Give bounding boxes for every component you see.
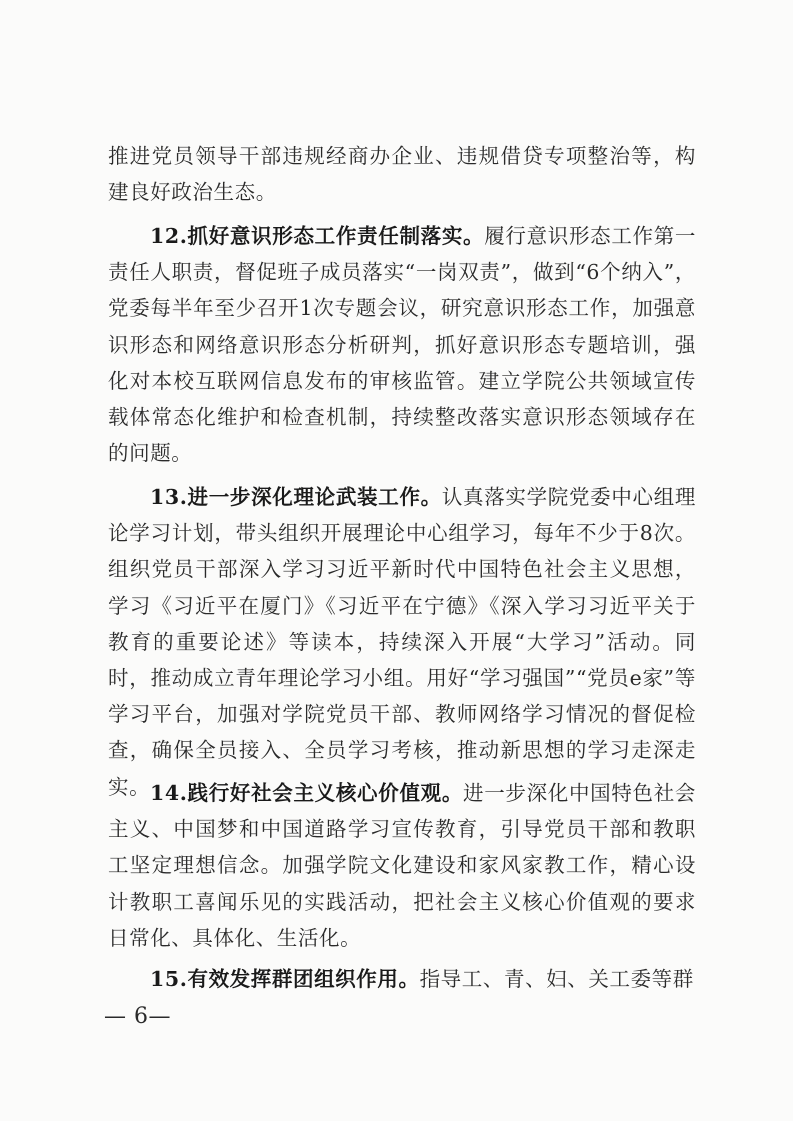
section-14-body: 进一步深化中国特色社会主义、中国梦和中国道路学习宣传教育，引导党员干部和教职工坚定理想信念。加强学院文化建设和家风家教工作，精心设计教职工喜闻乐见的实践活动，把社会主义核心价值观的要求日常化、具体化、生活化。 [108,781,697,950]
section-12-block [108,218,696,471]
section-15-block [108,961,696,997]
section-13-paragraph [108,479,696,805]
section-12-body: 履行意识形态工作第一责任人职责，督促班子成员落实“一岗双责”，做到“6个纳入”，党委每半年至少召开1次专题会议，研究意识形态工作，加强意识形态和网络意识形态分析研判，抓好意识形态专题培训，强化对本校互联网信息发布的审核监管。建立学院公共领域宣传载体常态化维护和检查机制，持续整改落实意识形态领域存在的问题。 [108,224,696,466]
continuation-paragraph-block [108,138,696,210]
section-15-heading: 15.有效发挥群团组织作用。 [150,967,420,991]
section-12-heading: 12.抓好意识形态工作责任制落实。 [150,224,485,248]
page-number: — 6— [104,1004,171,1029]
section-13-body: 认真落实学院党委中心组理论学习计划，带头组织开展理论中心组学习，每年不少于8次。组织党员干部深入学习习近平新时代中国特色社会主义思想，学习《习近平在厦门》《习近平在宁德》《深入学习习近平关于教育的重要论述》等读本，持续深入开展“大学习”活动。同时，推动成立青年理论学习小组。用好“学习强国”“党员e家”等学习平台，加强对学院党员干部、教师网络学习情况的督促检查，确保全员接入、全员学习考核，推动新思想的学习走深走实。 [108,485,697,799]
section-14-block [108,775,696,956]
section-15-body: 指导工、青、妇、关工委等群 [419,967,694,991]
continuation-paragraph: 推进党员领导干部违规经商办企业、违规借贷专项整治等，构建良好政治生态。 [108,144,696,205]
section-13-block [108,479,696,805]
section-14-heading: 14.践行好社会主义核心价值观。 [150,781,464,805]
section-13-heading: 13.进一步深化理论武装工作。 [150,485,442,509]
section-15-paragraph [108,961,696,997]
section-14-paragraph [108,775,696,956]
section-12-paragraph [108,218,696,471]
